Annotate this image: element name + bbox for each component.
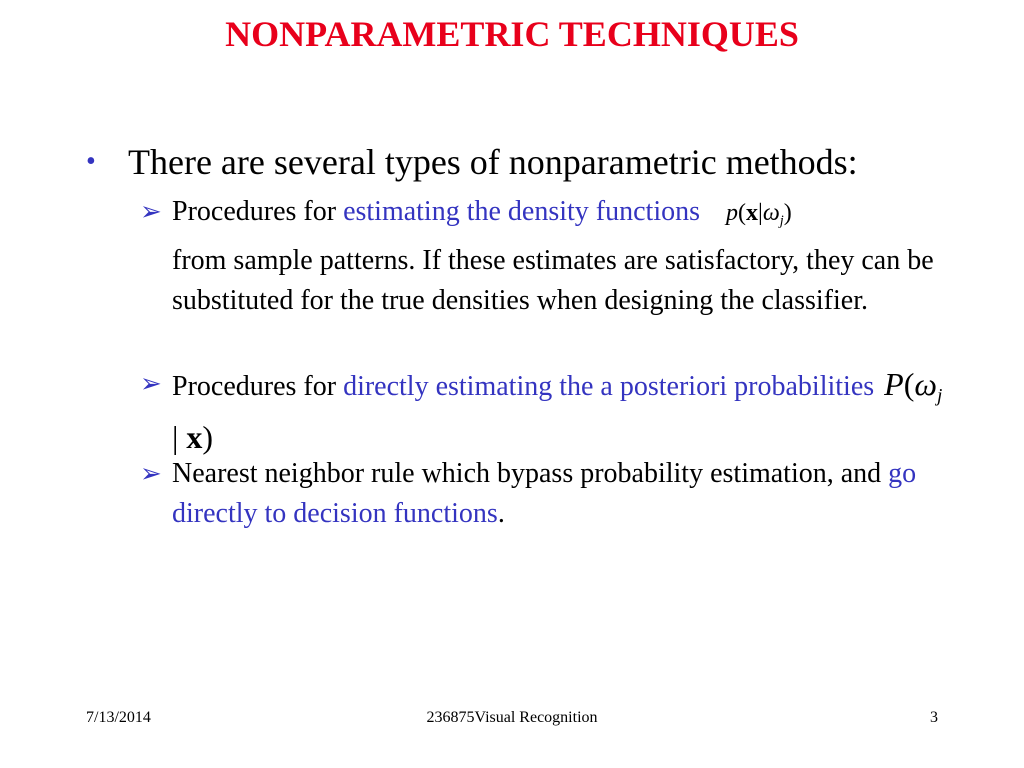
posterior-formula: $P(\omega_j$ | x) [172,366,943,455]
bullet-marker: • [86,146,96,177]
arrow-bullet-icon: ➢ [140,197,162,226]
sub-item-density-estimation [140,192,950,321]
slide-title: NONPARAMETRIC TECHNIQUES [225,14,799,54]
sub-item-highlight: directly estimating the a posteriori probabilities [343,371,875,402]
sub-item-prefix: Procedures for [172,371,344,402]
footer-page-number: 3 [930,709,938,726]
sub-item-text [172,364,950,460]
footer-date: 7/13/2014 [86,709,151,726]
main-bullet-text: There are several types of nonparametric methods: [128,142,858,182]
sub-item-suffix: . [497,498,505,529]
sub-item-posteriori [140,364,950,460]
sub-item-suffix: from sample patterns. If these estimates are satisfactory, they can be substituted for the true densities when designing the classifier. [172,245,934,317]
sub-item-prefix: Nearest neighbor rule which bypass probability estimation, and [172,458,889,489]
sub-item-nearest-neighbor [140,454,950,534]
sub-item-text [172,192,950,321]
arrow-bullet-icon: ➢ [140,459,162,488]
sub-item-text [172,454,950,534]
sub-item-highlight: estimating the density functions [343,196,701,227]
arrow-bullet-icon: ➢ [140,369,162,398]
sub-item-prefix: Procedures for [172,196,344,227]
density-formula: $p(x|\omega_j)$ [726,200,792,230]
footer-course: 236875Visual Recognition [426,709,598,726]
main-bullet [86,140,966,184]
sub-item-highlight: go directly to decision functions [172,458,917,529]
